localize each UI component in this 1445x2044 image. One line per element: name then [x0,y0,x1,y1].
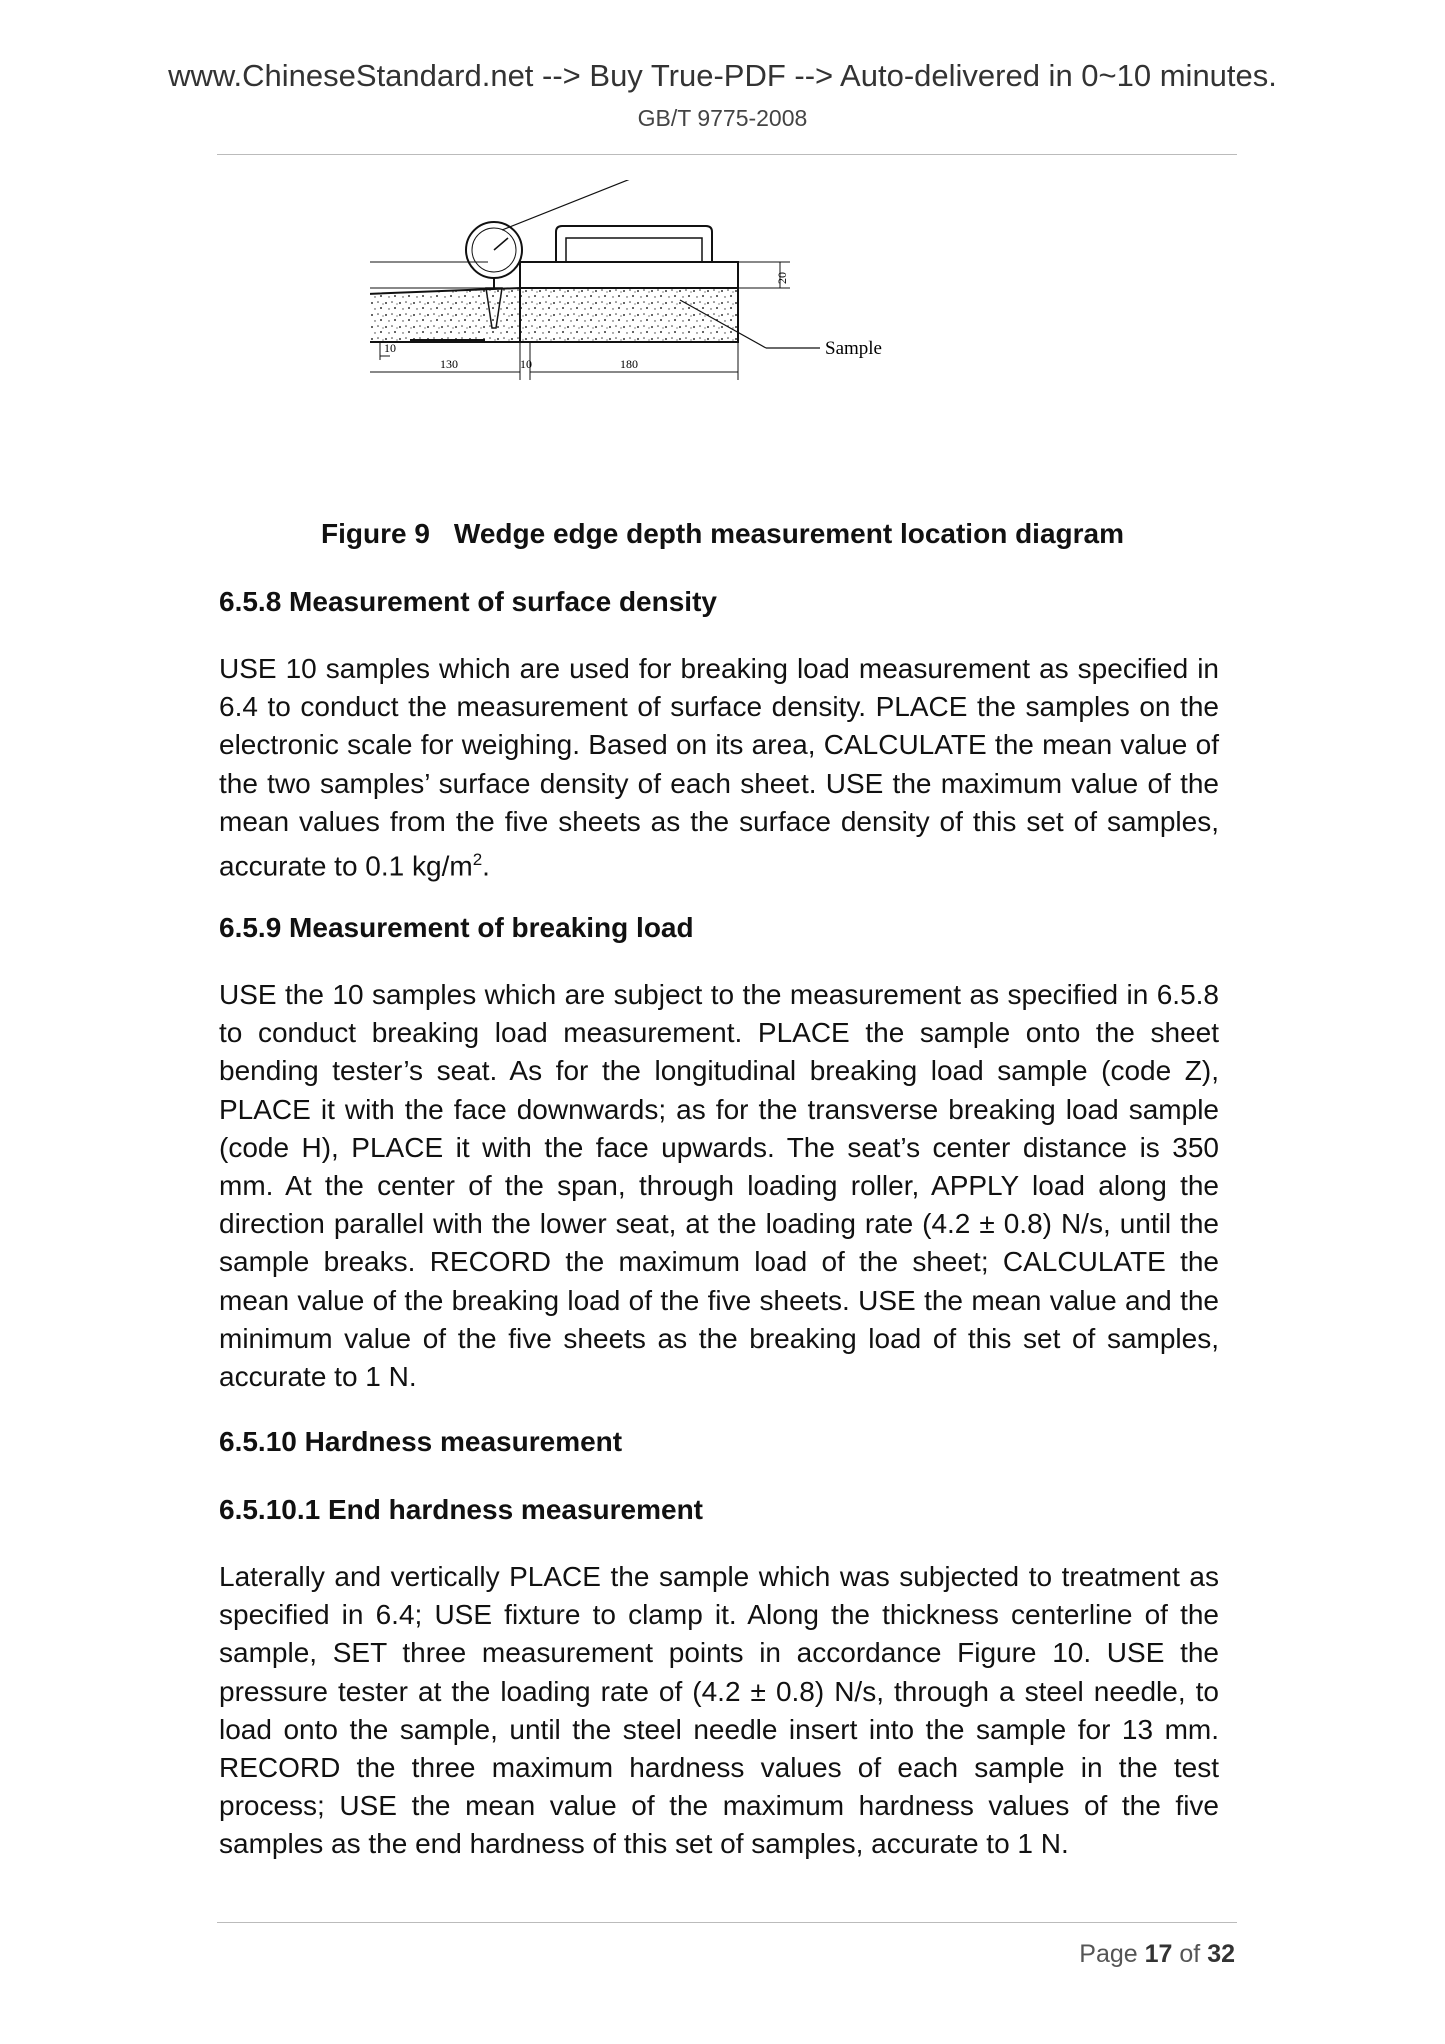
page-total: 32 [1207,1940,1235,1968]
body-text: USE 10 samples which are used for breaking load measurement as specified in 6.4 to conduct the measurement of surface density. PLACE the samples on the electronic scale for weighing. Based on its area, CALCULATE the mean value of the two samples’ surface density of each sheet. USE the maximum value of the mean values from the five sheets as the surface density of this set of samples, accurate to 0.1 kg/m [219,653,1219,882]
tester-leader-line [502,180,658,230]
page-word: Page [1079,1940,1138,1968]
header-link[interactable]: www.ChineseStandard.net --> Buy True-PDF --> Auto-delivered in 0~10 minutes. [168,58,1277,93]
figure-number: Figure 9 [321,518,430,549]
figure-title: Wedge edge depth measurement location diagram [453,518,1124,549]
dim-label-180: 180 [620,357,638,371]
page-current: 17 [1144,1940,1173,1968]
section-heading-6-5-10-1: 6.5.10.1 End hardness measurement [219,1494,703,1525]
footer-divider [217,1922,1237,1923]
figure-caption [0,518,1445,550]
page-indicator [1079,1940,1235,1969]
dim-label-130: 130 [440,357,458,371]
section-body-6-5-10-1: Laterally and vertically PLACE the sample which was subjected to treatment as specified in 6.4; USE fixture to clamp it. Along the thickness centerline of the sample, SET three measurement points in accordance Figure 10. USE the pressure tester at the loading rate of (4.2 ± 0.8) N/s, through a steel needle, to load onto the sample, until the steel needle insert into the sample for 13 mm. RECORD the three maximum hardness values of each sample in the test process; USE the mean value of the maximum hardness values of the five samples as the end hardness of this set of samples, accurate to 1 N. [219,1561,1219,1860]
sample-label: Sample [825,338,882,359]
section-heading-6-5-9: 6.5.9 Measurement of breaking load [219,912,694,943]
wedge-depth-diagram [370,180,1090,500]
section-heading-6-5-8: 6.5.8 Measurement of surface density [219,586,717,617]
section-heading-6-5-10: 6.5.10 Hardness measurement [219,1426,623,1457]
of-word: of [1179,1940,1201,1968]
body-text-end: . [482,850,490,882]
sample-board [370,288,738,342]
superscript: 2 [472,850,483,870]
section-body-6-5-9: USE the 10 samples which are subject to the measurement as specified in 6.5.8 to conduct breaking load measurement. PLACE the sample onto the sheet bending tester’s seat. As for the longitudinal breaking load sample (code Z), PLACE it with the face downwards; as for the transverse breaking load sample (code H), PLACE it with the face upwards. The seat’s center distance is 350 mm. At the center of the span, through loading roller, APPLY load along the direction parallel with the lower seat, at the loading rate (4.2 ± 0.8) N/s, until the sample breaks. RECORD the maximum load of the sheet; CALCULATE the mean value of the breaking load of the five sheets. USE the mean value and the minimum value of the five sheets as the breaking load of this set of samples, accurate to 1 N. [219,979,1219,1393]
dim-label-10-bottom: 10 [384,341,396,355]
header-divider [217,154,1237,155]
dim-label-20: 20 [775,272,789,284]
tester-body [520,226,738,288]
dim-label-10-mid: 10 [520,357,532,371]
section-body-6-5-8 [219,650,1219,886]
standard-number: GB/T 9775-2008 [637,105,808,131]
